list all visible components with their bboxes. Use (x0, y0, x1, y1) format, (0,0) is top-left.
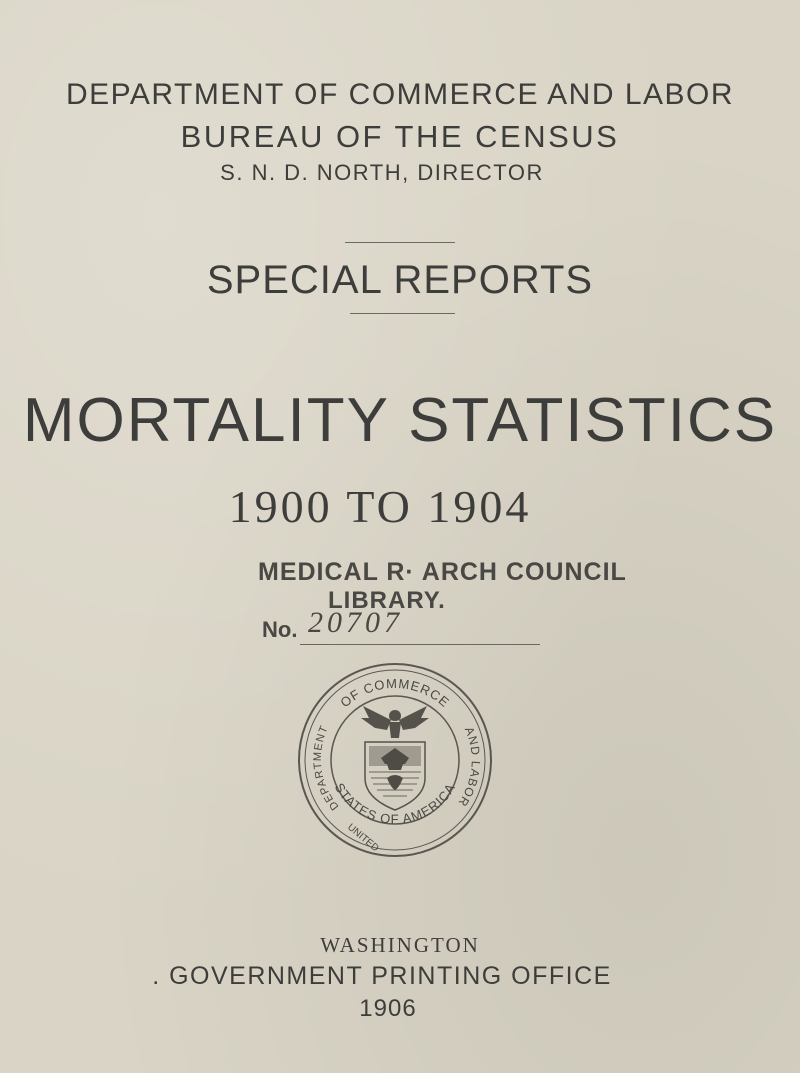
seal-bottom-text: STATES OF AMERICA (331, 780, 459, 827)
series-title: SPECIAL REPORTS (206, 258, 594, 302)
imprint-city: WASHINGTON (320, 933, 480, 957)
imprint-year: 1906 (359, 995, 417, 1022)
seal-right-text: AND LABOR (455, 724, 483, 810)
imprint-publisher: . GOVERNMENT PRINTING OFFICE (152, 962, 612, 990)
svg-text:OF COMMERCE (337, 676, 452, 710)
director-line: S. N. D. NORTH, DIRECTOR (220, 160, 544, 185)
library-stamp-number: 20707 (308, 606, 403, 639)
seal-left-text: DEPARTMENT (311, 723, 342, 813)
library-stamp-line2: LIBRARY. (328, 587, 446, 614)
library-stamp-line1: MEDICAL R· ARCH COUNCIL (258, 558, 627, 586)
library-stamp-number-label: No. (262, 617, 298, 642)
library-stamp-underline (300, 644, 540, 645)
department-seal-icon (295, 660, 495, 860)
report-years: 1900 TO 1904 (228, 481, 532, 532)
department-heading: DEPARTMENT OF COMMERCE AND LABOR (65, 78, 735, 111)
bureau-heading: BUREAU OF THE CENSUS (180, 119, 620, 154)
svg-text:DEPARTMENT (312, 723, 342, 812)
seal-top-text: OF COMMERCE (337, 675, 453, 711)
eagle-icon (361, 706, 429, 738)
report-title: MORTALITY STATISTICS (22, 386, 778, 455)
shield-icon (365, 742, 425, 810)
seal-left-bottom-text: UNITED (345, 821, 381, 855)
divider-top (345, 242, 455, 243)
divider-bottom (350, 313, 455, 314)
